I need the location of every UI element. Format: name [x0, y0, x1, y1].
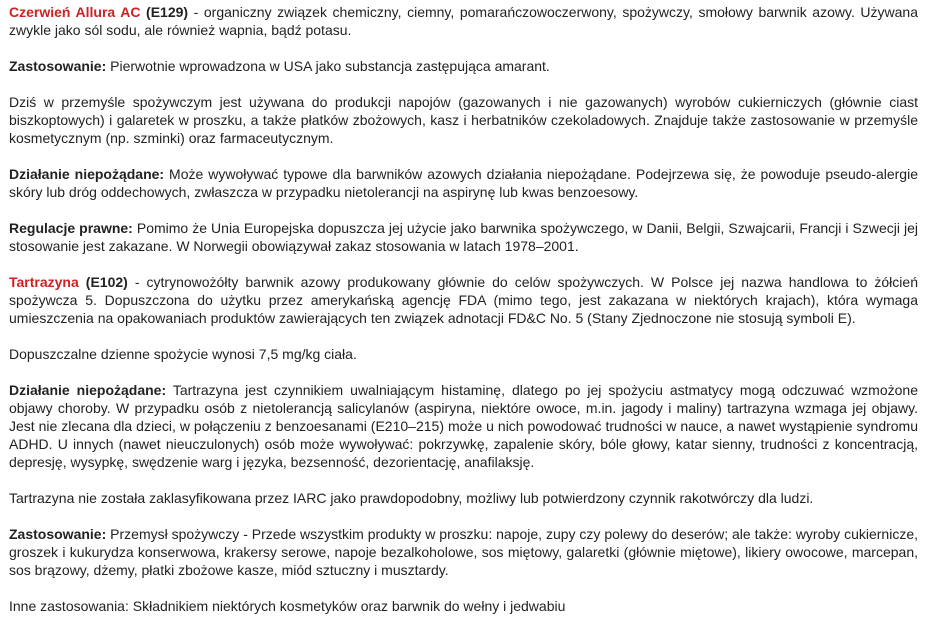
paragraph-allura-usage	[9, 57, 918, 75]
term-allura-red: Czerwień Allura AC	[9, 4, 141, 20]
code-e129: (E129)	[140, 4, 189, 20]
paragraph-tartrazine-usage	[9, 525, 918, 579]
allura-description: - organiczny związek chemiczny, ciemny, pomarańczowoczerwony, spożywczy, smołowy barwnik azowy. Używana zwykle jako sól sodu, ale również wapnia, bądź potasu.	[9, 4, 918, 38]
tartrazine-usage-text: Przemysł spożywczy - Przede wszystkim produkty w proszku: napoje, zupy czy polewy do deserów; ale także: wyroby cukiernicze, groszek i kukurydza konserwowa, krakersy serowe, napoje bezalkoholowe, sos miętowy, galaretki (głównie miętowe), likiery owocowe, marcepan, sos brązowy, dżemy, płatki zbożowe kasze, miód sztuczny i musztardy.	[9, 526, 918, 578]
article-body	[9, 3, 918, 633]
paragraph-tartrazine-iarc	[9, 489, 918, 507]
allura-side-effects-text: Może wywoływać typowe dla barwników azowych działania niepożądane. Podejrzewa się, że powoduje pseudo-alergie skóry lub dróg oddechowych, zwłaszcza w przypadku nietolerancji na aspirynę lub kwas benzoesowy.	[9, 166, 918, 200]
tartrazine-description: - cytrynowożółty barwnik azowy produkowany głównie do celów spożywczych. W Polsce jej nazwa handlowa to żółcień spożywcza 5. Dopuszczona do użytku przez amerykańską agencję FDA (mimo tego, jest zakazana w niektórych krajach), która wymaga umieszczenia na opakowaniach produktów zawierających ten związek adnotacji FD&C No. 5 (Stany Zjednoczone nie stosują symboli E).	[9, 274, 918, 326]
paragraph-allura-intro	[9, 3, 918, 39]
paragraph-allura-side-effects	[9, 165, 918, 201]
term-tartrazine: Tartrazyna	[9, 274, 79, 290]
label-usage: Zastosowanie:	[9, 58, 107, 74]
tartrazine-adi-text: Dopuszczalne dzienne spożycie wynosi 7,5 mg/kg ciała.	[9, 346, 357, 362]
allura-usage-text: Pierwotnie wprowadzona w USA jako substancja zastępująca amarant.	[106, 58, 550, 74]
tartrazine-other-uses-text: Inne zastosowania: Składnikiem niektórych kosmetyków oraz barwnik do wełny i jedwabiu	[9, 598, 566, 614]
label-side-effects-2: Działanie niepożądane:	[9, 382, 167, 398]
paragraph-allura-industry	[9, 93, 918, 147]
label-usage-2: Zastosowanie:	[9, 526, 107, 542]
label-regulations: Regulacje prawne:	[9, 220, 133, 236]
allura-regulations-text: Pomimo że Unia Europejska dopuszcza jej użycie jako barwnika spożywczego, w Danii, Belgii, Szwajcarii, Francji i Szwecji jej stosowanie jest zakazane. W Norwegii obowiązywał zakaz stosowania w latach 1978–2001.	[9, 220, 918, 254]
paragraph-tartrazine-other-uses	[9, 597, 918, 615]
allura-industry-text: Dziś w przemyśle spożywczym jest używana do produkcji napojów (gazowanych i nie gazowanych) wyrobów cukierniczych (głównie ciast biszkoptowych) i galaretek w proszku, a także płatków zbożowych, kasz i herbatników czekoladowych. Znajduje także zastosowanie w przemyśle kosmetycznym (np. szminki) oraz farmaceutycznym.	[9, 94, 918, 146]
paragraph-allura-regulations	[9, 219, 918, 255]
paragraph-tartrazine-side-effects	[9, 381, 918, 471]
tartrazine-side-effects-text: Tartrazyna jest czynnikiem uwalniającym histaminę, dlatego po jej spożyciu astmatycy mogą odczuwać wzmożone objawy choroby. W przypadku osób z nietolerancją salicylanów (aspiryna, niektóre owoce, m.in. jagody i maliny) tartrazyna wzmaga jej objawy. Jest nie zlecana dla dzieci, w połączeniu z benzoesanami (E210–215) może u nich powodować trudności w nauce, a nawet wystąpienie syndromu ADHD. U innych (nawet nieuczulonych) osób może wywoływać: pokrzywkę, zapalenie skóry, bóle głowy, katar sienny, trudności z koncentracją, depresję, wysypkę, swędzenie warg i języka, bezsenność, dezorientację, anafilaksję.	[9, 382, 918, 470]
code-e102: (E102)	[78, 274, 128, 290]
label-side-effects: Działanie niepożądane:	[9, 166, 165, 182]
paragraph-tartrazine-adi	[9, 345, 918, 363]
paragraph-tartrazine-intro	[9, 273, 918, 327]
tartrazine-iarc-text: Tartrazyna nie została zaklasyfikowana przez IARC jako prawdopodobny, możliwy lub potwierdzony czynnik rakotwórczy dla ludzi.	[9, 490, 814, 506]
